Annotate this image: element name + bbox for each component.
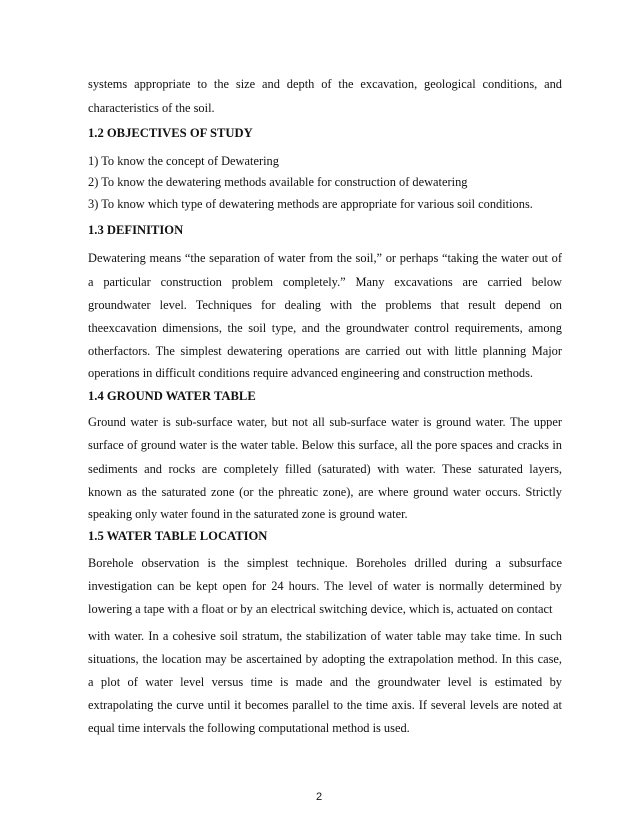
text-line: groundwater level. Techniques for dealing with the problems that result depend on	[88, 298, 562, 312]
text-line: Dewatering means “the separation of water from the soil,” or perhaps “taking the water out of	[88, 251, 562, 265]
text-line: with water. In a cohesive soil stratum, the stabilization of water table may take time. In such	[88, 629, 562, 643]
text-line: known as the saturated zone (or the phreatic zone), are where ground water occurs. Strictly	[88, 485, 562, 499]
text-line: systems appropriate to the size and depth of the excavation, geological conditions, and	[88, 77, 562, 91]
text-line: Borehole observation is the simplest technique. Boreholes drilled during a subsurface	[88, 556, 562, 570]
text-line: a particular construction problem completely.” Many excavations are carried below	[88, 275, 562, 289]
list-item: 1) To know the concept of Dewatering	[88, 154, 279, 168]
text-line: extrapolating the curve until it becomes parallel to the time axis. If several levels are noted at	[88, 698, 562, 712]
section-heading-objectives: 1.2 OBJECTIVES OF STUDY	[88, 126, 253, 140]
list-item: 2) To know the dewatering methods available for construction of dewatering	[88, 175, 468, 189]
text-line: a plot of water level versus time is made and the groundwater level is estimated by	[88, 675, 562, 689]
text-line: otherfactors. The simplest dewatering operations are carried out with little planning Major	[88, 344, 562, 358]
list-item: 3) To know which type of dewatering methods are appropriate for various soil conditions.	[88, 197, 533, 211]
text-line: operations in difficult conditions require advanced engineering and construction methods.	[88, 366, 534, 380]
text-line: equal time intervals the following computational method is used.	[88, 721, 410, 735]
page-number: 2	[315, 791, 323, 803]
section-heading-ground-water-table: 1.4 GROUND WATER TABLE	[88, 389, 256, 403]
text-line: Ground water is sub-surface water, but not all sub-surface water is ground water. The upper	[88, 415, 562, 429]
text-line: speaking only water found in the saturated zone is ground water.	[88, 507, 408, 521]
text-line: situations, the location may be ascertained by adopting the extrapolation method. In this case,	[88, 652, 562, 666]
text-line: characteristics of the soil.	[88, 101, 215, 115]
text-line: lowering a tape with a float or by an electrical switching device, which is, actuated on contact	[88, 602, 553, 616]
text-line: investigation can be kept open for 24 hours. The level of water is normally determined by	[88, 579, 562, 593]
section-heading-definition: 1.3 DEFINITION	[88, 223, 184, 237]
text-line: theexcavation dimensions, the soil type, and the groundwater control requirements, among	[88, 321, 562, 335]
text-line: sediments and rocks are completely filled (saturated) with water. These saturated layers,	[88, 462, 562, 476]
text-line: surface of ground water is the water table. Below this surface, all the pore spaces and cracks in	[88, 438, 562, 452]
section-heading-water-table-location: 1.5 WATER TABLE LOCATION	[88, 529, 268, 543]
